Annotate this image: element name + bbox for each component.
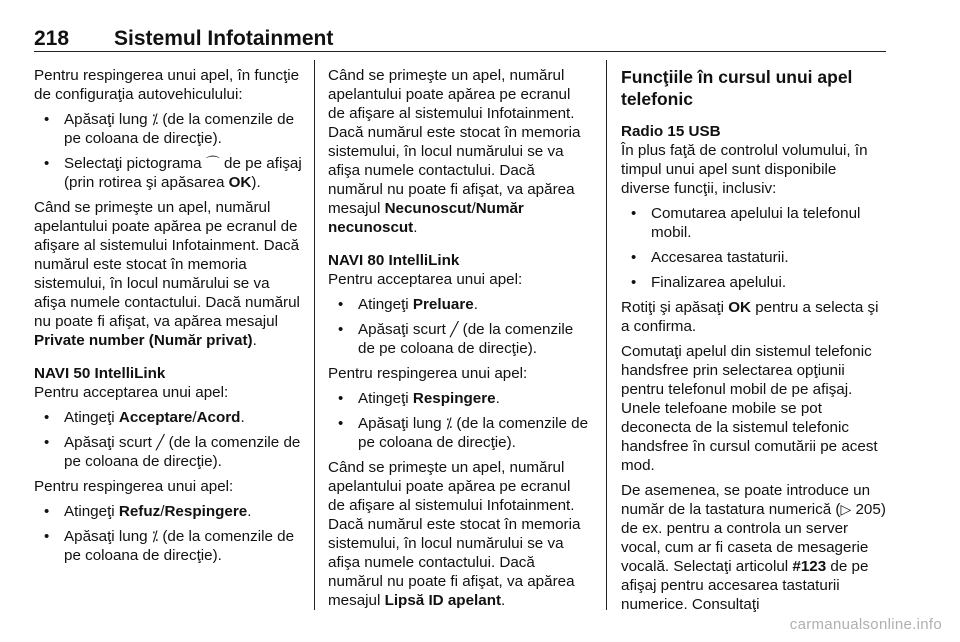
subheading-navi50: NAVI 50 IntelliLink [34, 365, 166, 382]
phone-hangup-icon: ⌒ [205, 155, 220, 171]
pickup-icon: ╱ [156, 434, 165, 450]
watermark: carmanualsonline.info [789, 616, 942, 633]
bullet-reject-touch: • Atingeţi Respingere. [328, 389, 590, 408]
bullet-accept-touch: • Atingeţi Preluare. [328, 295, 590, 314]
reject-intro: Pentru respingerea unui apel: [328, 365, 528, 382]
pickup-icon: ╱ [450, 321, 459, 337]
header-rule [34, 51, 886, 52]
bullet-reject-touch: • Atingeţi Refuz/Respingere. [34, 502, 302, 521]
bullet-end-call: • Finalizarea apelului. [621, 273, 889, 292]
hangup-icon: ⁒ [151, 528, 159, 544]
keypad-paragraph: De asemenea, se poate introduce un număr de la tastatura numerică (▷ 205) de ex. pentru a controla un server vocal, cum ar fi caseta de mesagerie vocală. Selectaţi articolul #123 de pe afişaj pentru accesarea tastaturii numerice. Consultaţi [621, 482, 886, 613]
bullet-keypad: • Accesarea tastaturii. [621, 248, 889, 267]
column-1 [34, 66, 302, 571]
caller-number-paragraph: Când se primeşte un apel, numărul apelantului poate apărea pe ecranul de afişare al sistemului Infotainment. Dacă numărul este stocat în memoria sistemului, în locul numărului se va afişa numele contactului. Dacă numărul nu poate fi afişat, va apărea mesajul Private number (Număr privat). [34, 199, 300, 349]
reject-intro: Pentru respingerea unui apel: [34, 478, 234, 495]
hangup-icon: ⁒ [445, 415, 453, 431]
section-title: Sistemul Infotainment [114, 27, 334, 50]
functions-intro: În plus faţă de controlul volumului, în timpul unui apel sunt disponibile diverse funcţii, inclusiv: [621, 142, 868, 197]
caller-number-paragraph-2: Când se primeşte un apel, numărul apelantului poate apărea pe ecranul de afişare al sistemului Infotainment. Dacă numărul este stocat în memoria sistemului, în locul numărului se va afişa numele contactului. Dacă numărul nu poate fi afişat, va apărea mesajul Lipsă ID apelant. [328, 459, 581, 609]
bullet-accept-short-press: • Apăsaţi scurt ╱ (de la comenzile de pe coloana de direcţie). [34, 433, 302, 471]
column-divider-2 [606, 60, 607, 610]
bullet-select-icon: • Selectaţi pictograma ⌒ de pe afişaj (prin rotirea şi apăsarea OK). [34, 154, 302, 192]
bullet-accept-touch: • Atingeţi Acceptare/Acord. [34, 408, 302, 427]
bullet-accept-short-press: • Apăsaţi scurt ╱ (de la comenzile de pe coloana de direcţie). [328, 320, 590, 358]
section-heading: Funcţiile în cursul unui apel telefonic [621, 67, 853, 109]
subheading-radio: Radio 15 USB [621, 123, 721, 140]
bullet-long-press: • Apăsaţi lung ⁒ (de la comenzile de pe coloana de direcţie). [34, 110, 302, 148]
switch-paragraph: Comutaţi apelul din sistemul telefonic handsfree prin selectarea opţiunii pentru telefonul mobil de pe afişaj. Unele telefoane mobile se pot deconecta de la sistemul telefonic handsfree în cursul comutării pe acest mod. [621, 343, 878, 474]
accept-intro: Pentru acceptarea unui apel: [328, 271, 523, 288]
caller-number-paragraph: Când se primeşte un apel, numărul apelantului poate apărea pe ecranul de afişare al sistemului Infotainment. Dacă numărul este stocat în memoria sistemului, în locul numărului se va afişa numele contactului. Dacă numărul nu poate fi afişat, va apărea mesajul Necunoscut/Număr necunoscut. [328, 67, 581, 236]
page-header [34, 27, 884, 53]
page-reference-icon: ▷ [840, 501, 852, 517]
accept-intro: Pentru acceptarea unui apel: [34, 384, 229, 401]
column-3 [621, 66, 889, 620]
page-number: 218 [34, 27, 70, 50]
hangup-icon: ⁒ [151, 111, 159, 127]
column-2 [328, 66, 590, 616]
bullet-switch-mobile: • Comutarea apelului la telefonul mobil. [621, 204, 889, 242]
bullet-reject-long-press: • Apăsaţi lung ⁒ (de la comenzile de pe coloana de direcţie). [34, 527, 302, 565]
rotate-paragraph: Rotiţi şi apăsaţi OK pentru a selecta şi a confirma. [621, 299, 879, 335]
subheading-navi80: NAVI 80 IntelliLink [328, 252, 460, 269]
column-divider-1 [314, 60, 315, 610]
bullet-reject-long-press: • Apăsaţi lung ⁒ (de la comenzile de pe coloana de direcţie). [328, 414, 590, 452]
reject-config-intro: Pentru respingerea unui apel, în funcţie de configuraţia autovehiculului: [34, 67, 300, 103]
